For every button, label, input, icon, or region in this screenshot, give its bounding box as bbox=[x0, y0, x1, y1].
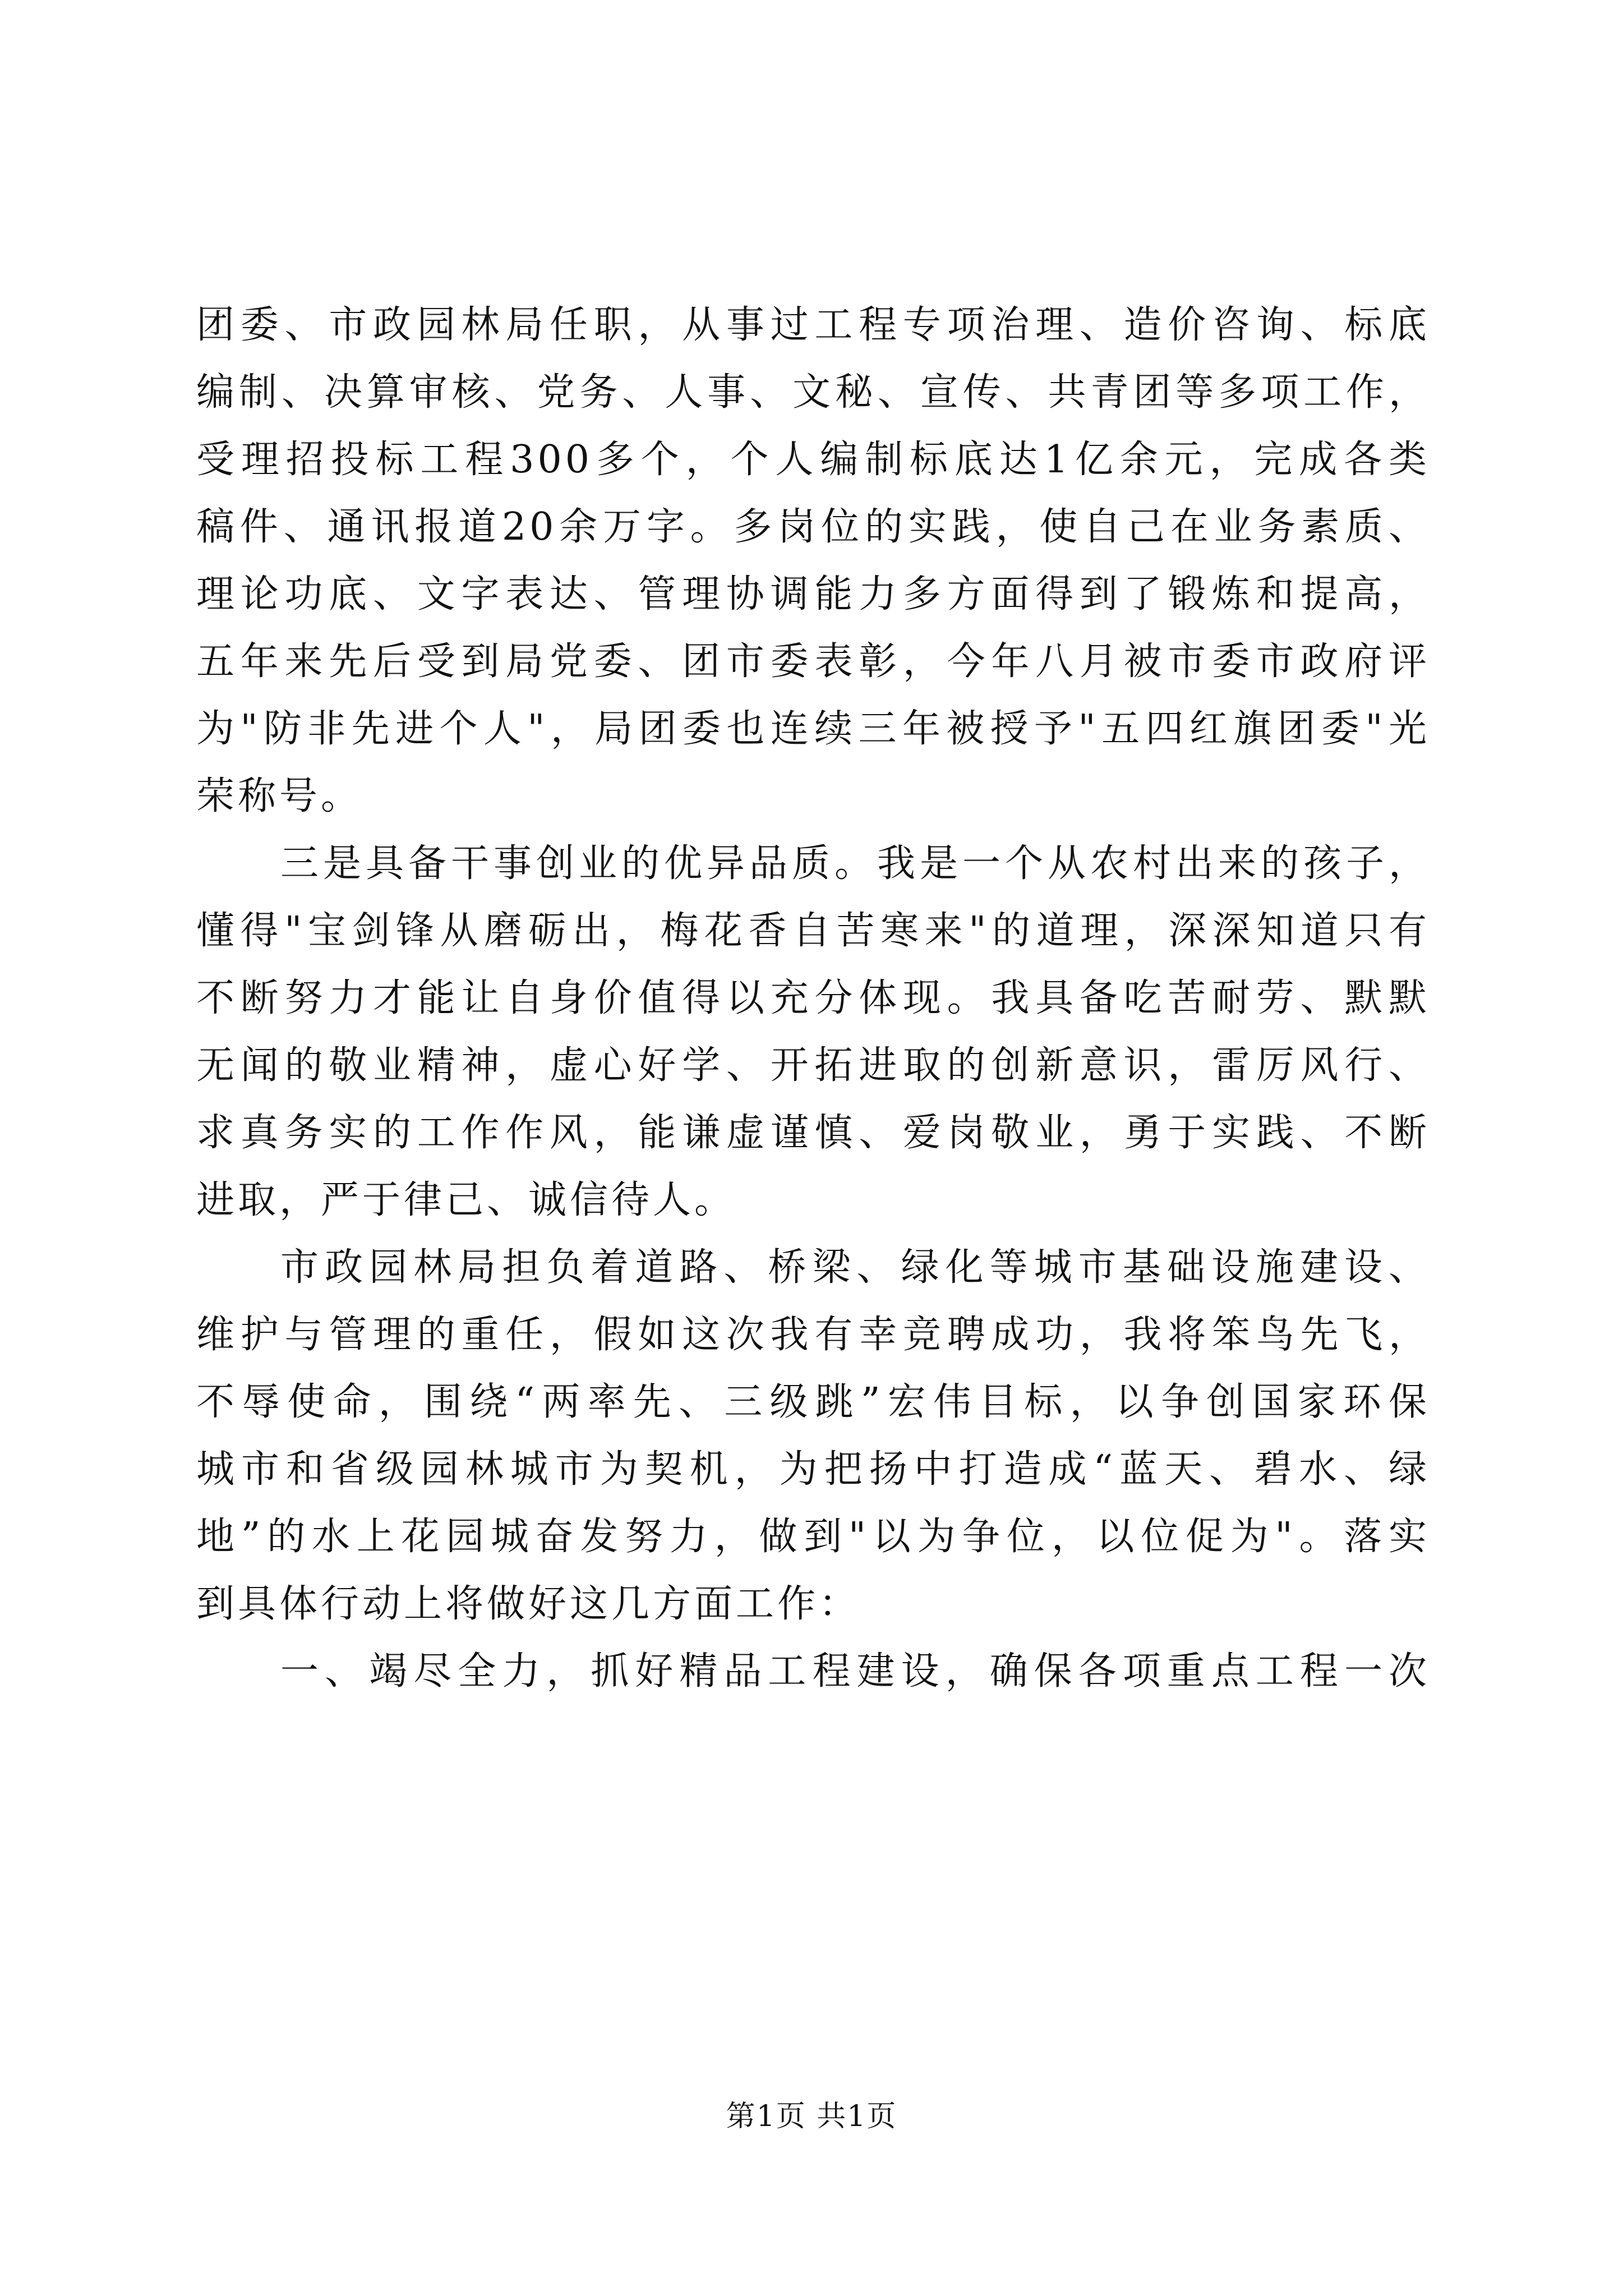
text-line: 求真务实的工作作风，能谦虚谨慎、爱岗敬业，勇于实践、不断 bbox=[196, 1111, 1430, 1155]
document-body bbox=[196, 292, 1430, 1705]
text-line: 进取，严于律己、诚信待人。 bbox=[196, 1178, 736, 1222]
text-line: 五年来先后受到局党委、团市委表彰，今年八月被市委市政府评 bbox=[196, 639, 1430, 684]
paragraph-goals bbox=[196, 1234, 1430, 1638]
text-line: 无闻的敬业精神，虚心好学、开拓进取的创新意识，雷厉风行、 bbox=[196, 1043, 1430, 1088]
text-line: 稿件、通讯报道20余万字。多岗位的实践，使自己在业务素质、 bbox=[196, 505, 1430, 549]
text-line: 团委、市政园林局任职，从事过工程专项治理、造价咨询、标底 bbox=[196, 303, 1430, 347]
text-line: 理论功底、文字表达、管理协调能力多方面得到了锻炼和提高， bbox=[196, 572, 1430, 616]
page-number-label: 第1页 共1页 bbox=[726, 2100, 897, 2133]
text-line: 一、竭尽全力，抓好精品工程建设，确保各项重点工程一次 bbox=[280, 1649, 1430, 1694]
paragraph-plan-one bbox=[196, 1638, 1430, 1705]
text-line: 地”的水上花园城奋发努力，做到"以为争位，以位促为"。落实 bbox=[196, 1515, 1430, 1559]
text-line: 不辱使命，围绕“两率先、三级跳”宏伟目标，以争创国家环保 bbox=[196, 1380, 1430, 1424]
text-line: 市政园林局担负着道路、桥梁、绿化等城市基础设施建设、 bbox=[280, 1245, 1430, 1290]
text-line: 受理招投标工程300多个，个人编制标底达1亿余元，完成各类 bbox=[196, 438, 1430, 482]
text-line: 懂得"宝剑锋从磨砺出，梅花香自苦寒来"的道理，深深知道只有 bbox=[196, 909, 1430, 953]
text-line: 编制、决算审核、党务、人事、文秘、宣传、共青团等多项工作， bbox=[196, 370, 1430, 415]
text-line: 荣称号。 bbox=[196, 774, 363, 818]
paragraph-qualities bbox=[196, 830, 1430, 1234]
text-line: 三是具备干事创业的优异品质。我是一个从农村出来的孩子， bbox=[280, 841, 1430, 886]
text-line: 维护与管理的重任，假如这次我有幸竞聘成功，我将笨鸟先飞， bbox=[196, 1313, 1430, 1357]
text-line: 城市和省级园林城市为契机，为把扬中打造成“蓝天、碧水、绿 bbox=[196, 1447, 1430, 1492]
text-line: 不断努力才能让自身价值得以充分体现。我具备吃苦耐劳、默默 bbox=[196, 976, 1430, 1020]
paragraph-experience bbox=[196, 292, 1430, 830]
text-line: 到具体行动上将做好这几方面工作： bbox=[196, 1582, 861, 1626]
text-line: 为"防非先进个人"，局团委也连续三年被授予"五四红旗团委"光 bbox=[196, 707, 1430, 751]
page-footer bbox=[0, 2097, 1623, 2136]
